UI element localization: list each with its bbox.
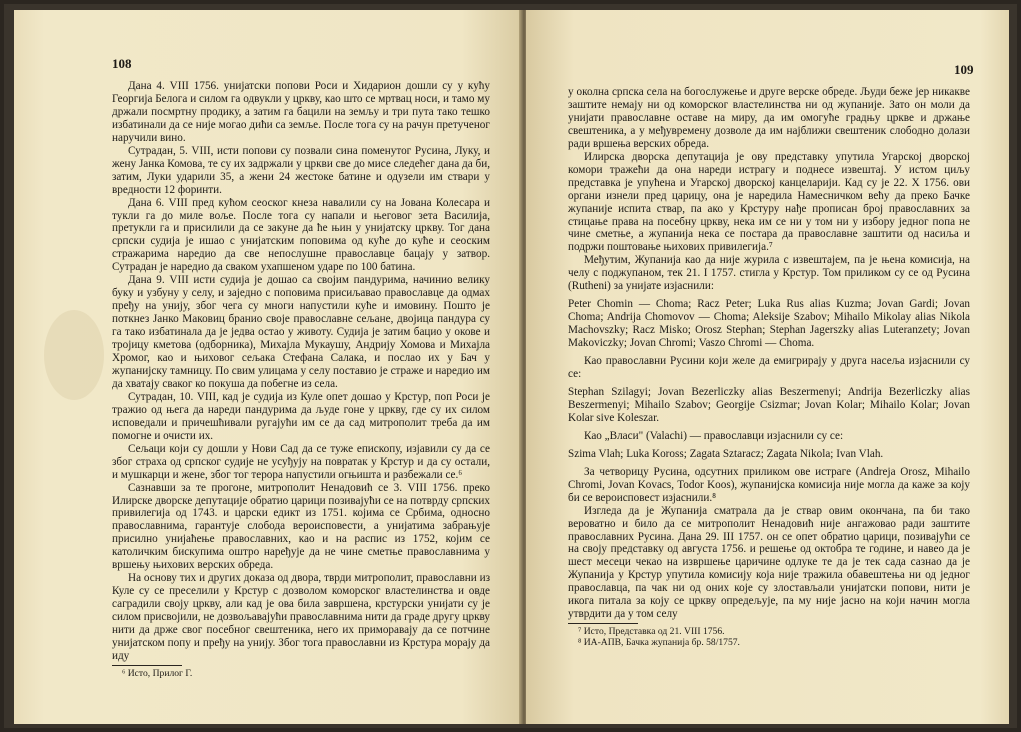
paragraph: Сутрадан, 10. VIII, кад је судија из Куле опет дошао у Крстур, поп Роси је тражио од њега да нареди пандурима да људе гоне у цркву, где су их силом исповедали и причешћивали ругајући им се да сад митрополит треба да им помогне и очисти их.	[112, 390, 490, 442]
paragraph: Дана 9. VIII исти судија је дошао са својим пандурима, начинио велику буку и узбуну у селу, и заједно с поповима присиљавао православце да одмах пређу на унију, због чега су многи напустили куће и имовину. Пошто је поткнез Јанко Маковиц бранио своје православне сељане, двојица пандура су га тако избатинала да је једва остао у животу. Судија је затим бацио у окове и тројицу кметова (одборника), Михајла Мукаушу, Андрију Хомова и Михајла Хромог, као и њиховог сељака Стефана Салака, и послао их у Бач у жупанијску тамницу. По свим улицама у селу поставио је страже и наредио им да хватају сваког ко покуша да побегне из села.	[112, 274, 490, 390]
paragraph: Дана 6. VIII пред кућом сеоског кнеза навалили су на Јована Колесара и тукли га до миле воље. После тога су напали и његовог зета Василија, претукли га и присилили да се закуне да ће њин у унијатску цркву. Тог дана српски судија је ишао с унијатским поповима од куће до куће и сеоским стражарима наредио да све непослушне православце бацају у затвор. Сутрадан је наредио да сваком ухапшеном ударе по 100 батина.	[112, 196, 490, 274]
left-page	[14, 10, 522, 724]
book-spread	[4, 4, 1017, 728]
paragraph: На основу тих и других доказа од двора, тврди митрополит, православни из Куле су се преселили у Крстур с дозволом коморског властелинства и овде саградили своју цркву, али кад је ова била завршена, крстурски унијати су је силом присвојили, не дозвољавајући православнима нити да граде другу цркву нити да држе свог посебног свештеника, него их приморавају да се потчине унијатском попу и пређу на унију. Због тога православни из Крстура морају да иду	[112, 572, 491, 662]
name-list-orthodox	[568, 386, 970, 425]
page-number: 109	[954, 62, 974, 77]
paragraph: Сазнавши за те прогоне, митрополит Ненадовић се 3. VIII 1756. преко Илирске дворске депутације обратио царици позивајући се на потврду српских привилегија од 1743. и царски едикт из 1751. којима се Србима, односно православнима, гарантује слобода вероисповести, а унијатима забрањује присилно унијаћење православних, као и на распис из 1752, којим се католичким бискупима оштро наређује да не чине сметње православнима у вршењу њихових верских обреда.	[112, 481, 490, 572]
footnotes	[112, 668, 490, 679]
paragraph: у околна српска села на богослужење и друге верске обреде. Људи беже јер никакве заштите немају ни од коморског властелинства ни од жупаније. Зато он моли да унијати православне оставе на миру, да им омогуће градњу цркве и држање свештеника, а у међувремену дозволе да им најближи свештеник слободно долази ради вршења верских обреда.	[568, 86, 970, 150]
paragraph: За четворицу Русина, одсутних приликом ове истраге (Andreja Orosz, Mihailo Chromi, Jovan Kovacs, Todor Koos), жупанијска комисија није могла да каже за коју би се вероисповест изјаснили.⁸	[568, 465, 970, 504]
footnotes	[568, 626, 970, 648]
page-number: 108	[112, 56, 132, 71]
paragraph: Сељаци који су дошли у Нови Сад да се туже епископу, изјавили су да се због страха од српског судије не усуђују на повратак у Крстур и да су остали, и мушкарци и жене, због тог терора напустили огњишта и разбежали се.⁶	[112, 442, 490, 481]
footnote: ⁶ Исто, Прилог Г.	[122, 667, 193, 679]
name-list: Peter Chomin — Choma; Racz Peter; Luka Rus alias Kuzma; Jovan Gardi; Jovan Choma; Andrija Chomovov — Choma; Aleksije Szabov; Mihailo Mikolay alias Nikola Machovszky; Racz Misko; Orosz Stephan; Stephan Jagerszky alias Luteranzety; Jovan Makoviczky; Jovan Chromi; Vaszo Chromi — Choma.	[568, 298, 970, 350]
paragraph: Изгледа да је Жупанија сматрала да је ствар овим окончана, па би тако вероватно и било да се митрополит Ненадовић није ангажовао ради заштите православних Русина. Дана 29. III 1757. он се опет обратио царици, позивајући се на своју представку од августа 1756. и решење од октобра те године, и навео да је шест месеци чекао на извршење царичине одлуке те да је тек сада сазнао да је Жупанија у Крстур упутила комисију која није тражила обавештења ни од једног православца, па чак ни од оних које су злостављали унијатски попови, нити је икога питала за коју се цркву опредељује, па му није јасно на који начин могла утврдити да у том селу	[568, 504, 970, 621]
paragraph: Као „Власи" (Valachi) — православци изјаснили су се:	[584, 429, 844, 442]
name-list-vlachs	[568, 448, 970, 461]
page-stain	[44, 310, 104, 400]
name-list: Szima Vlah; Luka Koross; Zagata Sztaracz; Zagata Nikola; Ivan Vlah.	[568, 447, 884, 460]
paragraph: Међутим, Жупанија као да није журила с извештајем, па је њена комисија, на челу с поджупаном, тек 21. I 1757. стигла у Крстур. Том приликом су се од Русина (Rutheni) за унијате изјаснили:	[568, 254, 970, 293]
right-page	[526, 10, 1009, 724]
left-page-text	[112, 80, 490, 679]
footnote: ⁸ ИА-АПВ, Бачка жупанија бр. 58/1757.	[578, 637, 740, 649]
footnote-rule	[568, 623, 638, 624]
footnote: ⁷ Исто, Представка од 21. VIII 1756.	[578, 626, 725, 638]
name-list: Stephan Szilagyi; Jovan Bezerliczky alias Beszermenyi; Andrija Bezerliczky alias Beszermenyi; Mihailo Szabov; Georgije Csizmar; Jovan Kolar; Mihailo Kolar; Jovan Kolar sive Koleszar.	[568, 385, 970, 424]
footnote-rule	[112, 665, 182, 666]
paragraph: Дана 4. VIII 1756. унијатски попови Роси и Хидарион дошли су у кућу Георгија Белога и силом га одвукли у цркву, као што се мртвац носи, и тамо му држали посмртну продику, а затим га бацили на земљу и три пута тако тешко избатинали да се није могао дићи са земље. После тога су на рачун претученог наручили вино.	[112, 80, 490, 144]
paragraph: Сутрадан, 5. VIII, исти попови су позвали сина поменутог Русина, Луку, и жену Јанка Комова, те су их задржали у цркви све до мисе следећег дана да би, затим, Луки ударили 35, а жени 24 жестоке батине и одузели им ствари у вредности 12 форинти.	[112, 144, 490, 196]
name-list-uniates	[568, 298, 970, 350]
right-page-text	[568, 86, 970, 648]
paragraph: Илирска дворска депутација је ову представку упутила Угарској дворској комори тражећи да она нареди истрагу и поднесе извештај. У истом циљу представка је упућена и Угарској дворској канцеларији. Кад су је 22. X 1756. ови органи изнели пред царицу, она је наредила Намесничком већу да преко Бачке жупаније испита ствар, па ако у Крстуру нађе прописан број православних за стицање права на посебну цркву, нека им се ни у том ни у избору једног попа не чине сметње, а жупанија нека се постара да православне заштити од насиља и подржи поштовање њихових привилегија.⁷	[568, 150, 970, 254]
paragraph: Као православни Русини који желе да емигрирају у друга насеља изјаснили су се:	[568, 355, 970, 381]
